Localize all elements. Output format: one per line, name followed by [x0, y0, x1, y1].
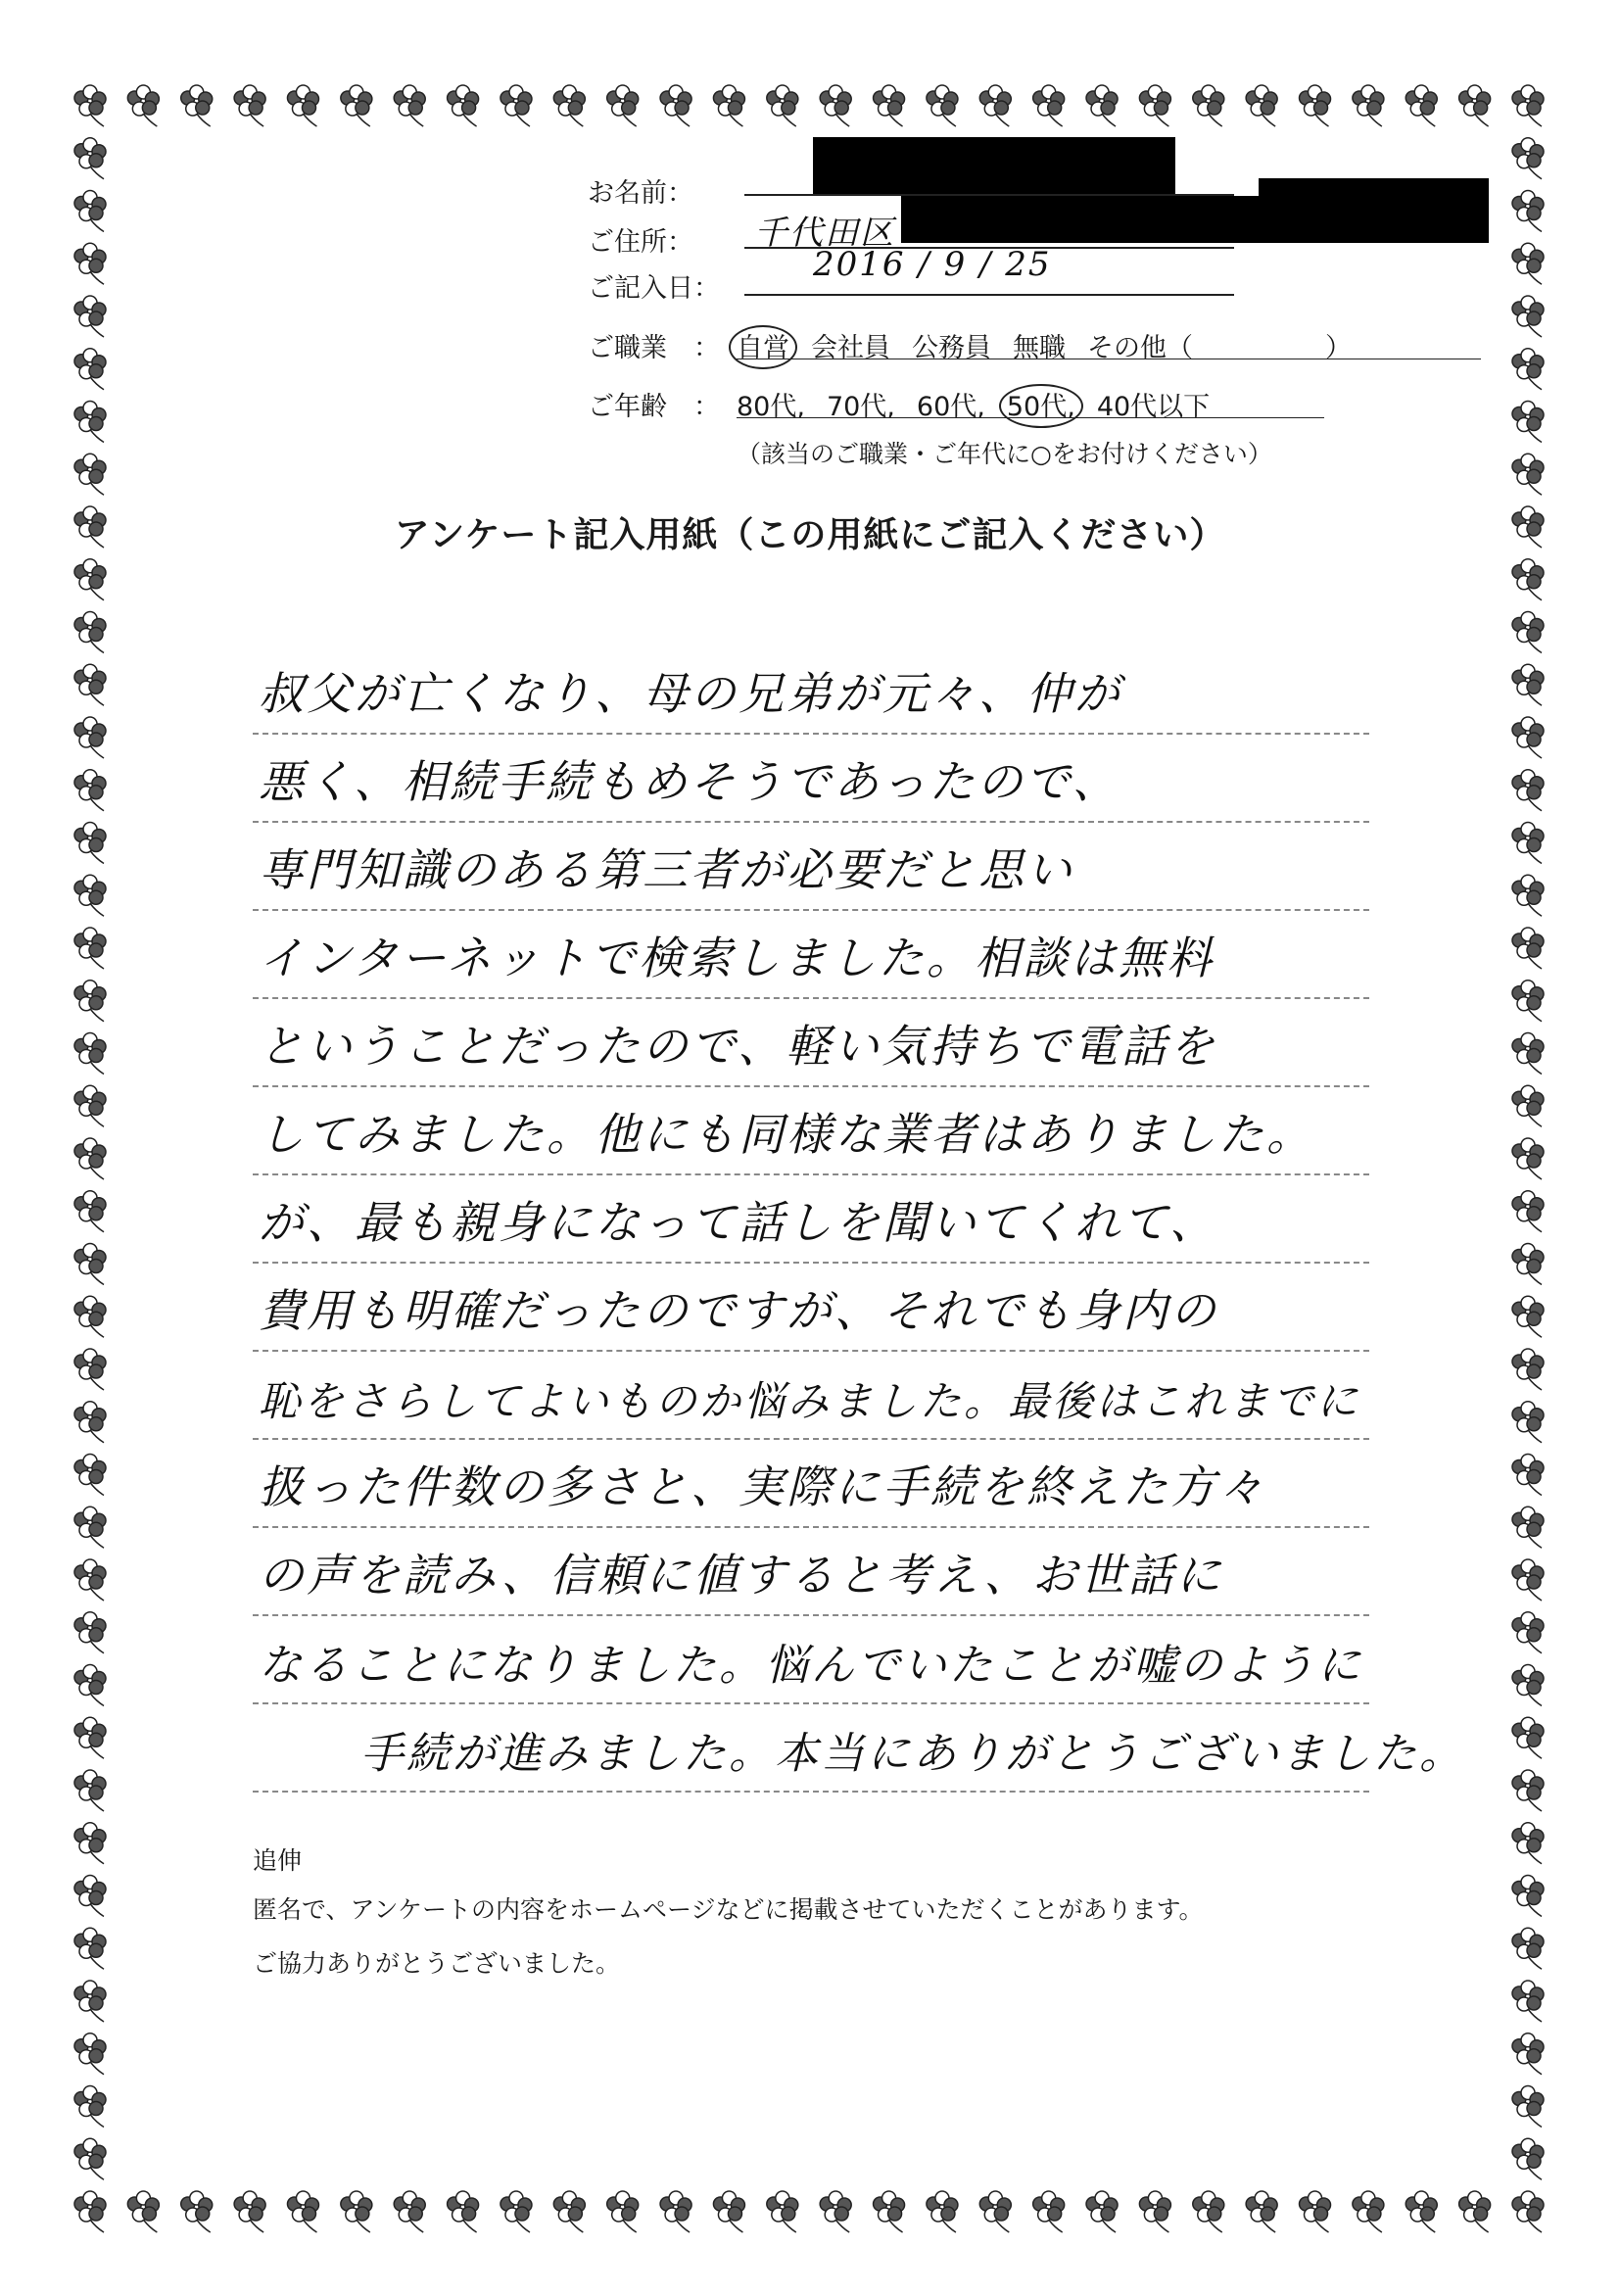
balloon-icon — [660, 85, 691, 126]
balloon-icon — [74, 1296, 106, 1337]
balloon-icon — [1406, 2191, 1437, 2232]
balloon-icon — [1353, 85, 1384, 126]
balloon-icon — [1512, 928, 1544, 969]
balloon-icon — [1512, 1296, 1544, 1337]
balloon-icon — [74, 717, 106, 758]
address-value: 千代田区 — [754, 214, 895, 253]
balloon-icon — [1246, 85, 1277, 126]
balloon-icon — [1512, 1717, 1544, 1758]
handwritten-response — [253, 646, 1465, 1793]
balloon-icon — [1512, 138, 1544, 179]
balloon-icon — [553, 2191, 585, 2232]
name-label: お名前： — [588, 178, 693, 209]
balloon-icon — [553, 85, 585, 126]
balloon-icon — [1246, 2191, 1277, 2232]
balloon-icon — [820, 85, 851, 126]
balloon-icon — [74, 138, 106, 179]
response-line-text: が、最も親身になって話しを聞いてくれて、 — [259, 1196, 1218, 1249]
balloon-icon — [287, 85, 318, 126]
balloon-icon — [1512, 1138, 1544, 1179]
balloon-icon — [1300, 2191, 1331, 2232]
balloon-icon — [1512, 402, 1544, 443]
balloon-icon — [1512, 349, 1544, 390]
balloon-icon — [713, 2191, 744, 2232]
balloon-icon — [1512, 1349, 1544, 1390]
balloon-icon — [74, 1665, 106, 1706]
balloon-icon — [1512, 2033, 1544, 2075]
response-line — [253, 1352, 1369, 1440]
balloon-icon — [287, 2191, 318, 2232]
balloon-icon — [927, 85, 958, 126]
response-line — [253, 1704, 1465, 1793]
balloon-icon — [1512, 1455, 1544, 1496]
balloon-icon — [1512, 2138, 1544, 2179]
balloon-icon — [74, 1033, 106, 1075]
balloon-icon — [874, 2191, 905, 2232]
balloon-icon — [74, 612, 106, 653]
balloon-icon — [500, 85, 532, 126]
age-option: 80代, — [737, 392, 805, 422]
balloon-icon — [1086, 85, 1118, 126]
balloon-icon — [1512, 1559, 1544, 1601]
balloon-icon — [74, 928, 106, 969]
balloon-icon — [127, 2191, 159, 2232]
response-line-text: 費用も明確だったのですが、それでも身内の — [259, 1284, 1218, 1337]
balloon-icon — [74, 296, 106, 337]
balloon-icon — [74, 559, 106, 600]
balloon-icon — [74, 981, 106, 1022]
balloon-icon — [874, 85, 905, 126]
address-label: ご住所： — [588, 227, 693, 258]
date-label: ご記入日： — [588, 273, 720, 304]
response-line-text: 悪く、相続手続もめそうであったので、 — [259, 755, 1120, 808]
balloon-icon — [1406, 85, 1437, 126]
balloon-icon — [74, 1876, 106, 1917]
response-line-text: インターネットで検索しました。相談は無料 — [259, 932, 1215, 984]
balloon-icon — [341, 85, 372, 126]
publication-notice: 匿名で、アンケートの内容をホームページなどに掲載させていただくことがあります。 — [253, 1895, 1204, 1924]
balloon-icon — [74, 1823, 106, 1864]
balloon-icon — [1512, 1612, 1544, 1653]
balloon-icon — [1512, 717, 1544, 758]
response-line — [253, 1264, 1369, 1352]
response-line-text: 扱った件数の多さと、実際に手続を終えた方々 — [259, 1460, 1266, 1513]
age-option: 60代, — [916, 392, 985, 422]
balloon-icon — [1353, 2191, 1384, 2232]
balloon-icon — [713, 85, 744, 126]
balloon-icon — [1033, 85, 1065, 126]
age-line — [737, 417, 1324, 418]
balloon-icon — [1512, 1665, 1544, 1706]
response-line — [253, 1175, 1369, 1264]
response-line-text: 専門知識のある第三者が必要だと思い — [259, 843, 1074, 896]
balloon-icon — [74, 191, 106, 232]
balloon-icon — [127, 85, 159, 126]
balloon-icon — [1459, 85, 1491, 126]
balloon-icon — [1512, 1876, 1544, 1917]
balloon-icon — [767, 85, 798, 126]
balloon-icon — [1512, 2191, 1544, 2232]
balloon-icon — [1512, 612, 1544, 653]
balloon-icon — [74, 402, 106, 443]
balloon-icon — [979, 85, 1011, 126]
response-line-text: 恥をさらしてよいものか悩みました。最後はこれまでに — [259, 1377, 1361, 1425]
date-value: 2016 / 9 / 25 — [813, 245, 1052, 284]
response-line — [253, 646, 1369, 735]
balloon-icon — [1459, 2191, 1491, 2232]
balloon-icon — [74, 1085, 106, 1126]
job-option: 公務員 — [912, 333, 991, 363]
balloon-icon — [74, 1138, 106, 1179]
balloon-icon — [341, 2191, 372, 2232]
job-option: 自営 — [737, 333, 789, 363]
balloon-icon — [1512, 1191, 1544, 1232]
balloon-icon — [74, 1244, 106, 1285]
balloon-icon — [1512, 875, 1544, 916]
postscript-label: 追伸 — [253, 1846, 303, 1875]
balloon-icon — [767, 2191, 798, 2232]
balloon-icon — [74, 875, 106, 916]
response-line-text: の声を読み、信頼に値すると考え、お世話に — [259, 1549, 1224, 1602]
balloon-icon — [394, 2191, 425, 2232]
response-line — [253, 999, 1369, 1087]
balloon-icon — [1512, 1244, 1544, 1285]
age-option: 70代, — [826, 392, 895, 422]
balloon-icon — [74, 85, 106, 126]
balloon-icon — [74, 823, 106, 864]
balloon-icon — [74, 2086, 106, 2128]
balloon-icon — [500, 2191, 532, 2232]
balloon-icon — [181, 2191, 213, 2232]
balloon-icon — [1512, 1402, 1544, 1443]
balloon-icon — [448, 85, 479, 126]
balloon-icon — [1139, 85, 1170, 126]
balloon-icon — [927, 2191, 958, 2232]
job-option: その他（ ） — [1087, 333, 1352, 363]
response-line-text: してみました。他にも同様な業者はありました。 — [259, 1108, 1314, 1161]
name-redaction — [813, 137, 1175, 196]
balloon-icon — [1512, 1770, 1544, 1811]
job-option: 会社員 — [811, 333, 890, 363]
response-line — [253, 735, 1369, 823]
balloon-icon — [74, 1981, 106, 2022]
response-line — [253, 1087, 1369, 1175]
balloon-icon — [74, 349, 106, 390]
response-line-text: 手続が進みました。本当にありがとうございました。 — [360, 1729, 1465, 1779]
balloon-icon — [74, 1559, 106, 1601]
balloon-icon — [1512, 823, 1544, 864]
age-label: ご年齢 ： — [588, 392, 720, 422]
balloon-icon — [1512, 243, 1544, 284]
balloon-icon — [1512, 1507, 1544, 1548]
response-line-text: 叔父が亡くなり、母の兄弟が元々、仲が — [259, 667, 1122, 720]
job-label: ご職業 ： — [588, 333, 720, 363]
balloon-icon — [1512, 1085, 1544, 1126]
balloon-icon — [74, 1349, 106, 1390]
balloon-icon — [1512, 664, 1544, 705]
balloon-icon — [448, 2191, 479, 2232]
balloon-icon — [74, 1612, 106, 1653]
age-option: 40代以下 — [1096, 392, 1211, 422]
balloon-icon — [820, 2191, 851, 2232]
balloon-icon — [74, 1191, 106, 1232]
balloon-icon — [1512, 191, 1544, 232]
response-line — [253, 911, 1369, 999]
balloon-icon — [74, 1928, 106, 1969]
response-line — [253, 1528, 1369, 1616]
date-line — [744, 294, 1234, 296]
balloon-icon — [1300, 85, 1331, 126]
balloon-icon — [74, 454, 106, 495]
balloon-icon — [1193, 85, 1224, 126]
thanks-notice: ご協力ありがとうございました。 — [253, 1949, 621, 1978]
age-option: 50代, — [1006, 392, 1075, 422]
balloon-icon — [234, 2191, 265, 2232]
response-line — [253, 823, 1369, 911]
balloon-icon — [74, 1770, 106, 1811]
balloon-icon — [74, 1507, 106, 1548]
balloon-icon — [1512, 1033, 1544, 1075]
balloon-icon — [1512, 1823, 1544, 1864]
balloon-icon — [607, 2191, 639, 2232]
balloon-icon — [1512, 296, 1544, 337]
balloon-icon — [74, 664, 106, 705]
balloon-icon — [74, 770, 106, 811]
balloon-icon — [1512, 2086, 1544, 2128]
balloon-icon — [74, 2138, 106, 2179]
balloon-icon — [1086, 2191, 1118, 2232]
balloon-icon — [1193, 2191, 1224, 2232]
balloon-icon — [74, 2191, 106, 2232]
balloon-icon — [1512, 1981, 1544, 2022]
balloon-icon — [979, 2191, 1011, 2232]
balloon-icon — [74, 1717, 106, 1758]
balloon-icon — [1512, 1928, 1544, 1969]
response-line — [253, 1440, 1369, 1528]
address-redaction-b — [1259, 178, 1489, 243]
response-line-text: ということだったので、軽い気持ちで電話を — [259, 1020, 1217, 1073]
balloon-icon — [1033, 2191, 1065, 2232]
balloon-icon — [394, 85, 425, 126]
response-line-text: なることになりました。悩んでいたことが嘘のように — [259, 1641, 1363, 1691]
balloon-icon — [660, 2191, 691, 2232]
balloon-icon — [1512, 559, 1544, 600]
balloon-icon — [74, 2033, 106, 2075]
selection-note: （該当のご職業・ご年代に○をお付けください） — [737, 440, 1272, 468]
response-line — [253, 1616, 1369, 1704]
balloon-icon — [1512, 770, 1544, 811]
job-option: 無職 — [1013, 333, 1066, 363]
balloon-icon — [74, 1455, 106, 1496]
balloon-icon — [1512, 85, 1544, 126]
balloon-icon — [74, 243, 106, 284]
form-title: アンケート記入用紙（この用紙にご記入ください） — [394, 515, 1226, 555]
balloon-icon — [1139, 2191, 1170, 2232]
balloon-icon — [607, 85, 639, 126]
balloon-icon — [74, 1402, 106, 1443]
balloon-icon — [1512, 454, 1544, 495]
balloon-icon — [181, 85, 213, 126]
balloon-icon — [234, 85, 265, 126]
balloon-icon — [1512, 981, 1544, 1022]
